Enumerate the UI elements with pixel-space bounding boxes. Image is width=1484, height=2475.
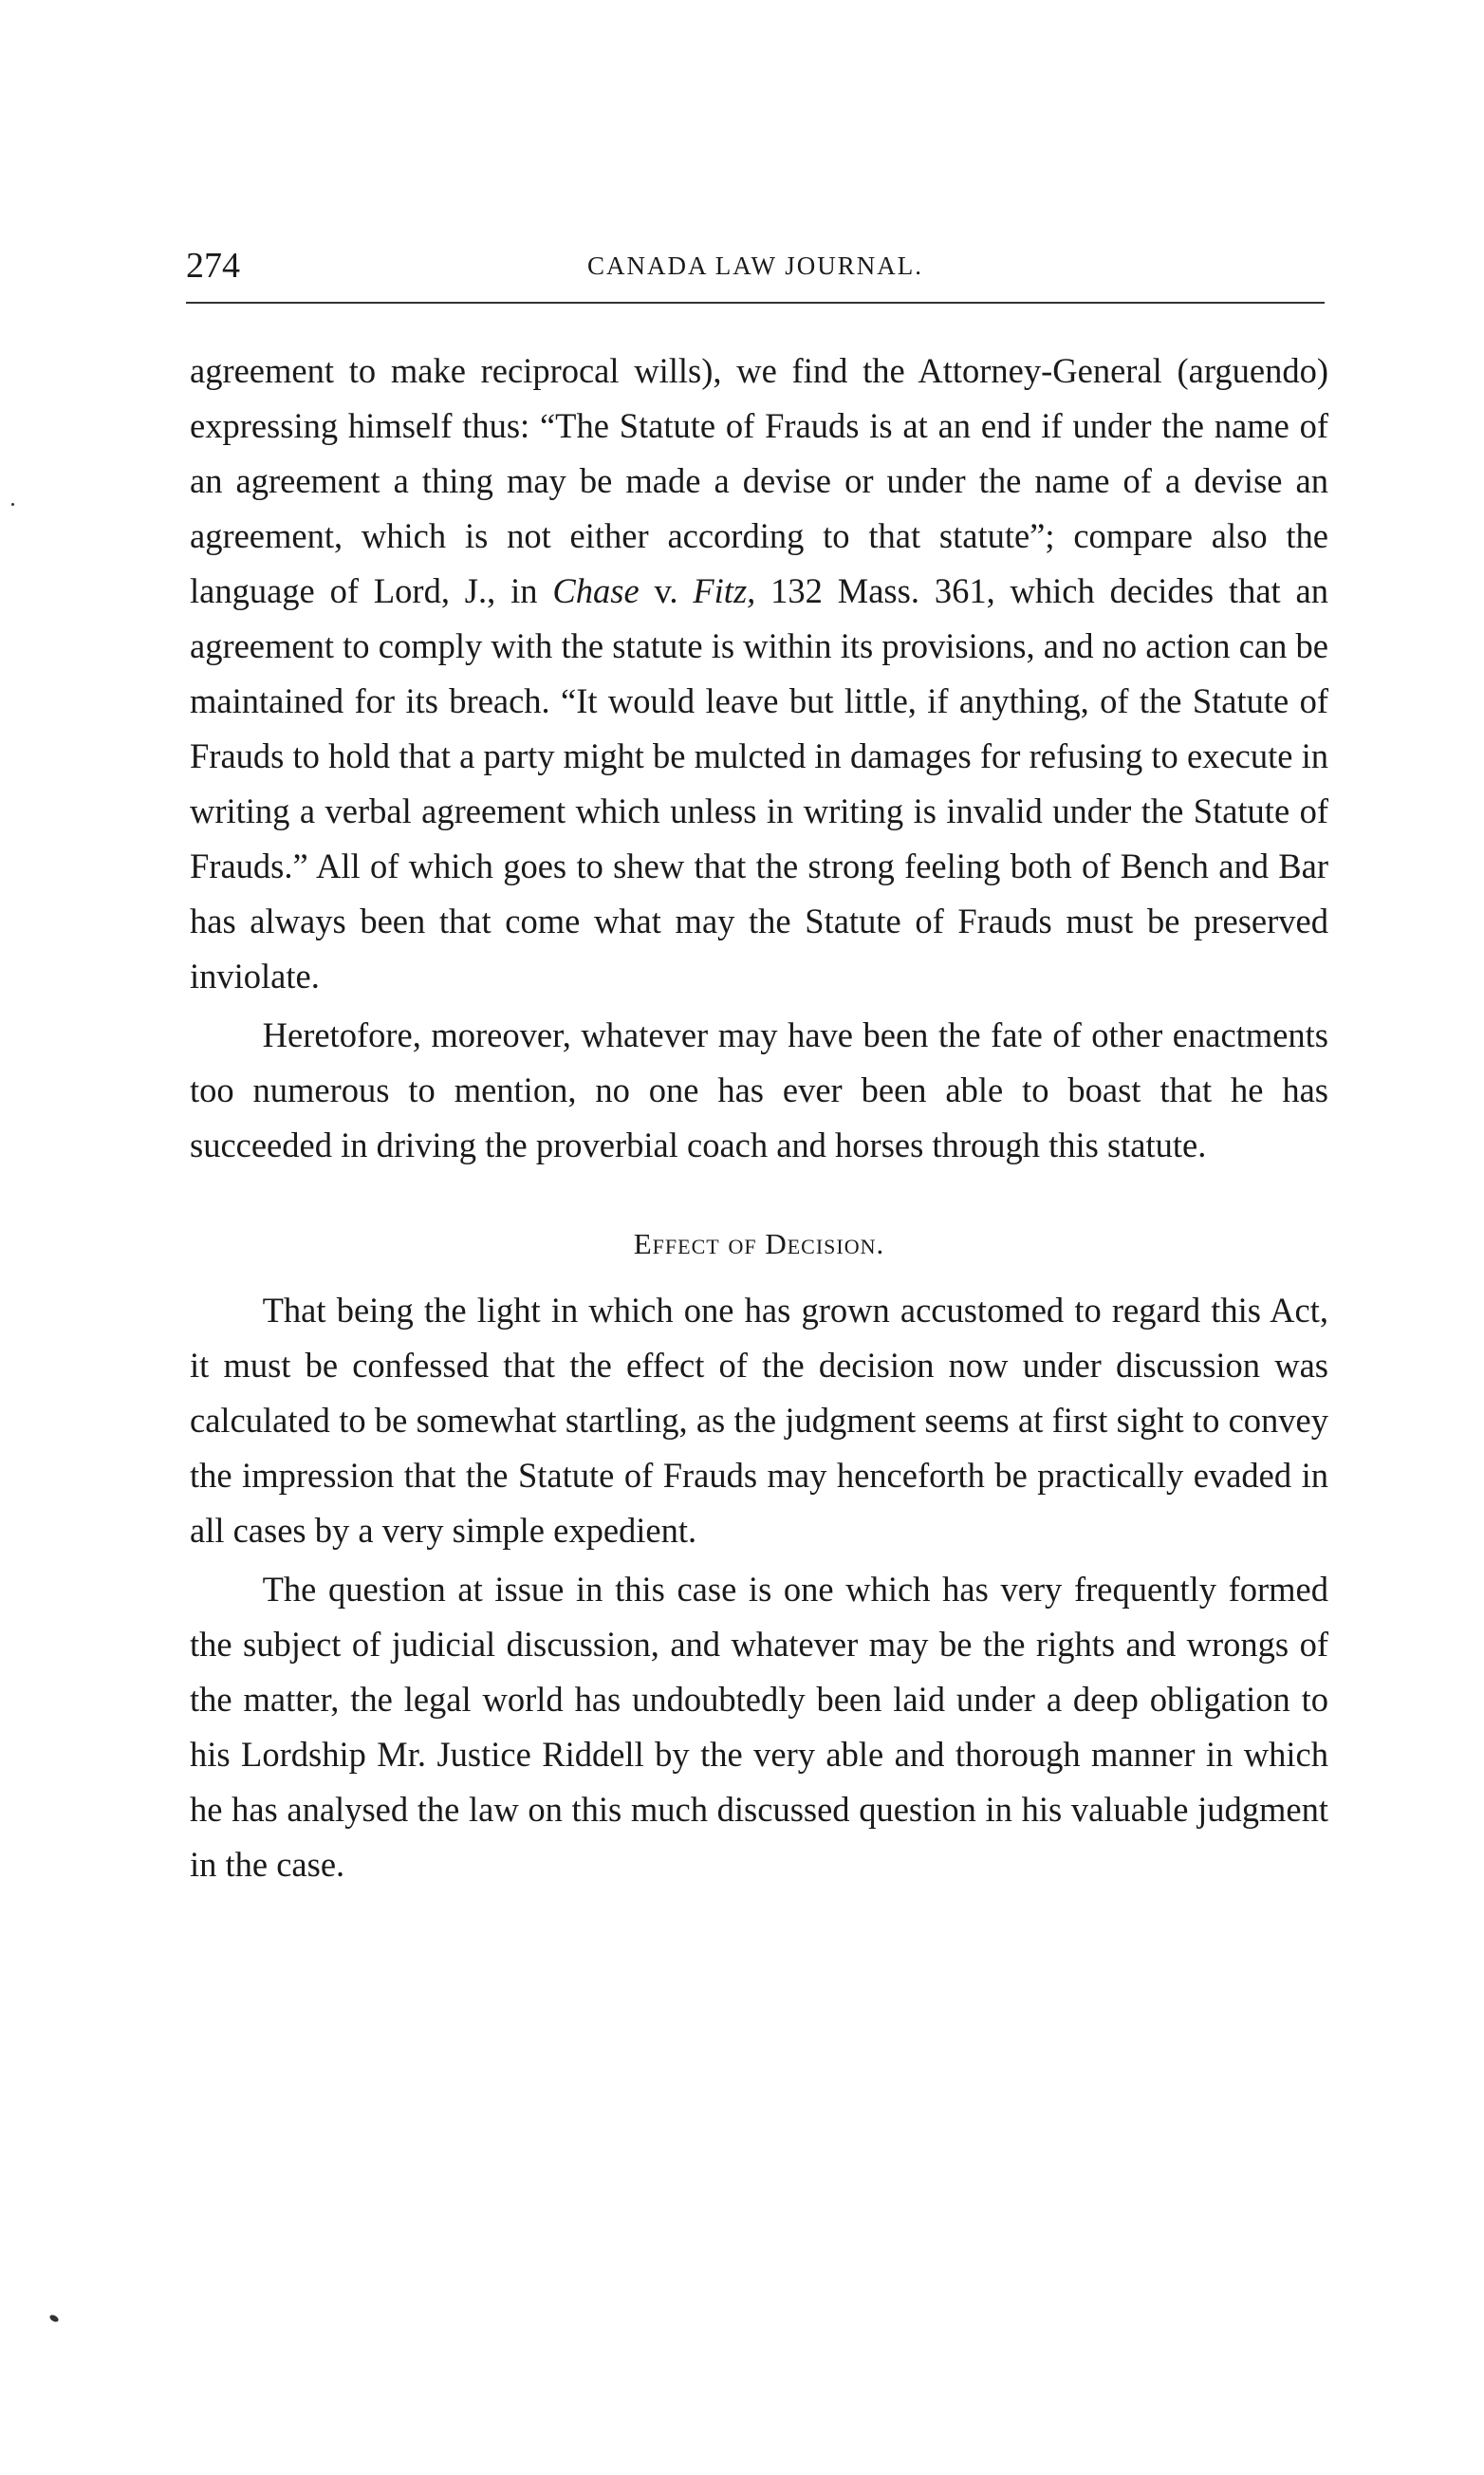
header-rule [186,302,1325,304]
paragraph-text: agreement to make reciprocal wills), we find the Attorney-General (arguendo) expressing himself thus: “The Statute of Frauds is at an end if under the name of an agreement a thing may be made a devise or under the name of a devise an agreement, which is not either according to that statute”; compare also the language of Lord, J., in [190,351,1328,610]
case-versus: v. [639,571,694,610]
scan-speck [11,503,14,506]
scan-speck [48,2314,60,2323]
paragraph-question: The question at issue in this case is one which has very frequently formed the subject of judicial discussion, and whatever may be the rights and wrongs of the matter, the legal world has undoubtedly been laid under a deep obligation to his Lordship Mr. Justice Riddell by the very able and thorough manner in which he has analysed the law on this much discussed question in his valuable judgment in the case. [190,1570,1328,1884]
paragraph-continued [190,344,1328,1004]
paragraph-heretofore: Heretofore, moreover, whatever may have been the fate of other enactments too numerous to mention, no one has ever been able to boast that he has succeeded in driving the proverbial coach and horses through this statute. [190,1015,1328,1164]
journal-title: CANADA LAW JOURNAL. [586,251,924,280]
paragraph-text: 132 Mass. 361, which decides that an agreement to comply with the statute is within its provisions, and no action can be maintained for its breach. “It would leave but little, if anything, of the Statute of Frauds to hold that a party might be mulcted in damages for refusing to execute in writing a verbal agreement which unless in writing is invalid under the Statute of Frauds.” All of which goes to shew that the strong feeling both of Bench and Bar has always been that come what may the Statute of Frauds must be preserved inviolate. [190,571,1328,996]
case-party-chase: Chase [552,571,640,610]
running-head [186,237,1325,294]
page-number: 274 [186,246,240,286]
body-text [190,344,1328,1892]
paragraph-effect: That being the light in which one has grown accustomed to regard this Act, it must be confessed that the effect of the decision now under discussion was calculated to be somewhat startling, as the judgment seems at first sight to convey the impression that the Statute of Frauds may henceforth be practically evaded in all cases by a very simple expedient. [190,1291,1328,1550]
section-heading: Effect of Decision. [633,1227,885,1260]
case-party-fitz: Fitz, [693,571,756,610]
